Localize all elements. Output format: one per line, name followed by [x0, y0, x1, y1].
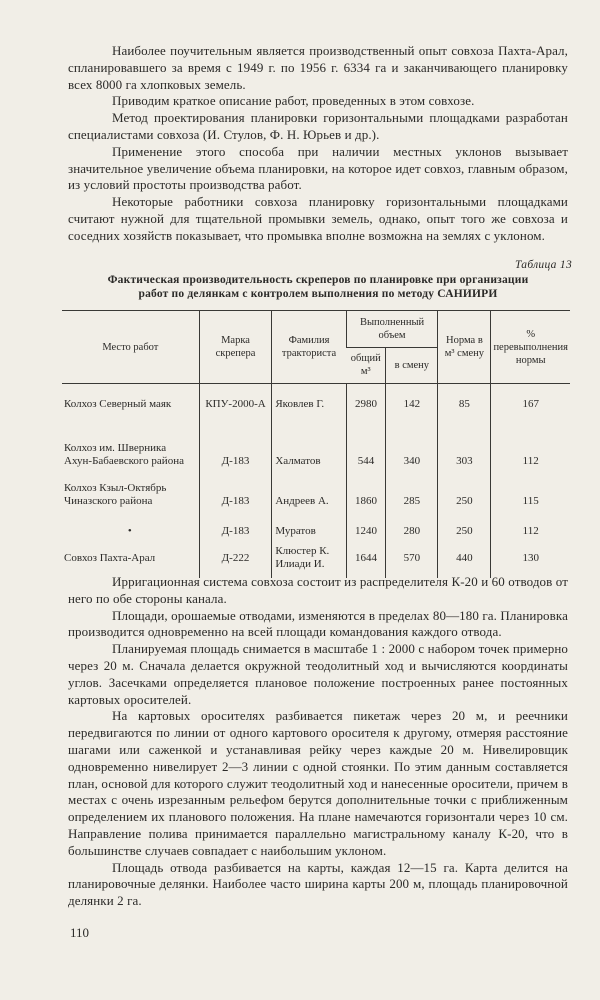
cell-norm: 440	[438, 538, 491, 578]
paragraph: Наиболее поучительным является производственный опыт совхоза Пахта-Арал, спланировавшего за время с 1949 г. по 1956 г. 6334 га и заканчивающего планировку всех 8000 га хлопковых земель.	[68, 43, 568, 92]
paragraph: Площади, орошаемые отводами, изменяются в пределах 80—180 га. Планировка производится одновременно на всей площади командования каждого отвода.	[68, 607, 568, 640]
cell-place: •	[127, 525, 132, 537]
cell-percent: 112	[491, 508, 570, 538]
paragraph: Приводим краткое описание работ, проведенных в этом совхозе.	[112, 93, 475, 109]
text-block-top	[68, 43, 568, 245]
cell-norm: 250	[438, 508, 491, 538]
cell-mark: Д-183	[199, 468, 272, 508]
header-place: Место работ	[62, 311, 199, 384]
header-percent: % перевыполнения нормы	[491, 311, 570, 384]
cell-total: 1240	[346, 508, 386, 538]
cell-percent: 112	[491, 424, 570, 468]
cell-name: Клюстер К. Илиади И.	[272, 538, 346, 578]
paragraph: Некоторые работники совхоза планировку горизонтальными площадками считают нужной для тщательной промывки земель, однако, опыт того же совхоза и соседних хозяйств показывает, что промывка вполне возможна на землях с уклоном.	[68, 194, 568, 243]
cell-total: 1860	[346, 468, 386, 508]
cell-place: Колхоз Кзыл-Октябрь Чиназского района	[64, 482, 167, 507]
paragraph: Площадь отвода разбивается на карты, каждая 12—15 га. Карта делится на планировочные делянки. Наиболее часто ширина карты 200 м, площадь планировочной делянки 2 га.	[68, 859, 568, 909]
paragraph: Применение этого способа при наличии местных уклонов вызывает значительное увеличение объема планировки, на которое идет совхоз, главным образом, из условий простоты производства работ.	[68, 143, 568, 193]
cell-total: 1644	[346, 538, 386, 578]
cell-mark: Д-183	[199, 424, 272, 468]
header-surname: Фамилия тракториста	[272, 311, 346, 384]
paragraph: Ирригационная система совхоза состоит из распределителя К-20 и 60 отводов от него по обе стороны канала.	[68, 574, 568, 606]
cell-total: 544	[346, 424, 386, 468]
table-number: Таблица 13	[514, 259, 572, 271]
table-title-line: Фактическая производительность скреперов по планировке при организации	[107, 274, 529, 286]
table-row	[62, 424, 570, 468]
cell-total: 2980	[346, 384, 386, 425]
cell-percent: 115	[491, 468, 570, 508]
paragraph: Планируемая площадь снимается в масштабе 1 : 2000 с набором точек примерно через 20 м. Сначала делается окружной теодолитный ход и вычисляются координаты углов. Засечками определяется плановое положение построенных ранее постоянных картовых оросителей.	[68, 641, 568, 707]
cell-place: Совхоз Пахта-Арал	[64, 551, 156, 564]
header-mark: Марка скрепера	[199, 311, 272, 384]
header-volume: Выполненный объем	[346, 311, 438, 348]
cell-norm: 85	[438, 384, 491, 425]
productivity-table	[62, 310, 570, 578]
cell-norm: 250	[438, 468, 491, 508]
cell-norm: 303	[438, 424, 491, 468]
cell-mark: Д-183	[199, 508, 272, 538]
cell-name: Яковлев Г.	[272, 384, 346, 425]
cell-place: Колхоз им. Шверника Ахун-Бабаевского района	[64, 442, 184, 467]
table-title	[64, 273, 572, 301]
cell-mark: Д-222	[199, 538, 272, 578]
cell-mark: КПУ-2000-А	[199, 384, 272, 425]
table-row	[62, 468, 570, 508]
cell-shift: 340	[386, 424, 438, 468]
table-row	[62, 538, 570, 578]
table-row	[62, 384, 570, 425]
header-norm: Норма в м³ смену	[438, 311, 491, 384]
cell-name: Халматов	[272, 424, 346, 468]
header-shift: в смену	[386, 347, 438, 384]
paragraph: Метод проектирования планировки горизонтальными площадками разработан специалистами совхоза (И. Стулов, Ф. Н. Юрьев и др.).	[68, 110, 568, 142]
cell-shift: 142	[386, 384, 438, 425]
cell-name: Андреев А.	[272, 468, 346, 508]
paragraph: На картовых оросителях разбивается пикетаж через 20 м, и реечники передвигаются по линии от одного картового оросителя к другому, отмеряя расстояние шагами или саженкой и устанавливая рейку через каждые 20 м. Нивелировщик одновременно нивелирует 2—3 линии с одной стоянки. По этим данным составляется план, основой для которого служит теодолитный ход и нанесенные оросители, причем в местах с очень изрезанным рельефом берутся дополнительные точки с приближенным определением их планового положения. На плане намечаются горизонтали через 10 см. Направление полива принимается параллельно магистральному каналу К-20, что в большинстве случаев совпадает с наибольшим уклоном.	[68, 708, 568, 858]
page-number: 110	[70, 925, 90, 940]
cell-shift: 285	[386, 468, 438, 508]
table-row	[62, 508, 570, 538]
header-total: общий м³	[346, 347, 386, 384]
cell-percent: 167	[491, 384, 570, 425]
text-block-bottom	[68, 574, 568, 910]
table-title-line: работ по делянкам с контролем выполнения по методу САНИИРИ	[138, 288, 498, 300]
cell-place: Колхоз Северный маяк	[64, 397, 172, 410]
cell-name: Муратов	[272, 508, 346, 538]
cell-shift: 570	[386, 538, 438, 578]
cell-percent: 130	[491, 538, 570, 578]
cell-shift: 280	[386, 508, 438, 538]
